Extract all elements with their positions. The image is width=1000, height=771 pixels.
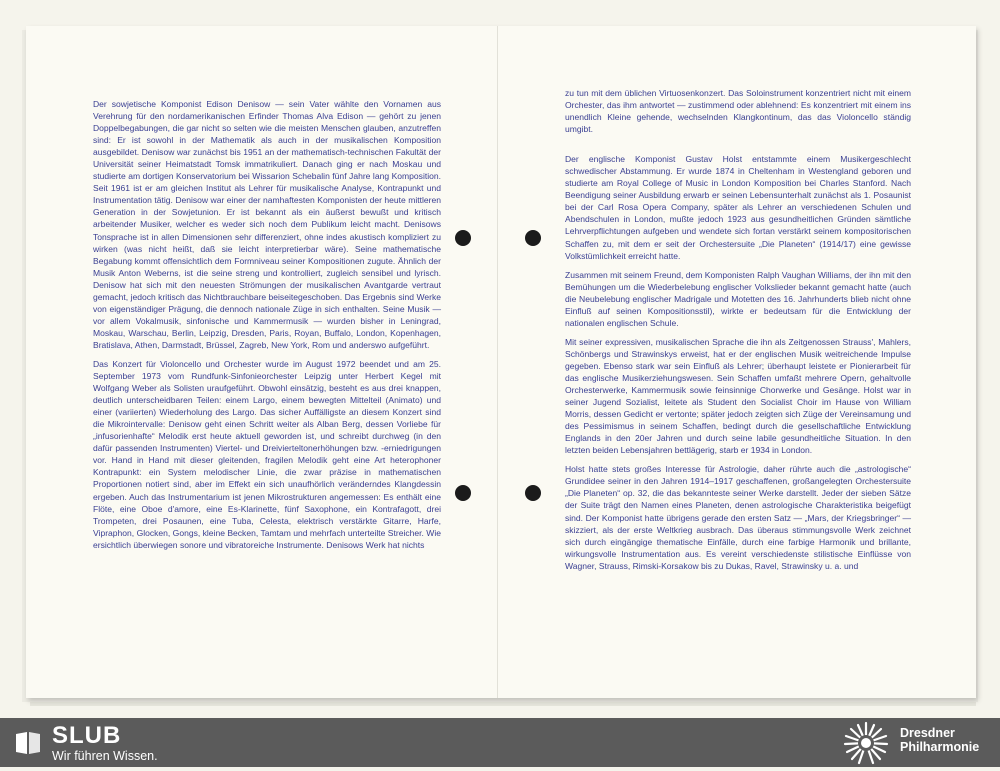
paragraph-planets: Holst hatte stets großes Interesse für Astrologie, daher rührte auch die „astrologische“ Grundidee seiner in den Jahren 1914–1917 geschaffenen, großangelegten Orchestersuite „Die Planeten“ op. 32, die das bekannteste seiner Werke darstellt. Jeder der sieben Sätze der Suite trägt den Namen eines Planeten, denen astrologische Charakteristika beigefügt sind. Der Komponist hatte übrigens gerade den ersten Satz — „Mars, der Kriegsbringer“ — skizziert, als der erste Weltkrieg ausbrach. Das überaus stimmungsvolle Werk zeichnet sich durch eingängige thematische Einfälle, durch eine farbige Harmonik und brillante, wirkungsvolle Instrumentation aus. Es vereint verschiedenste stilistische Einflüsse von Wagner, Strauss, Rimski-Korsakow bis zu Dukas, Ravel, Strawinsky u. a. und: [565, 464, 911, 571]
right-column: [565, 87, 911, 579]
punch-hole: [525, 230, 541, 246]
philharmonie-sun-icon: [840, 720, 892, 771]
punch-hole: [455, 230, 471, 246]
paragraph-holst-bio: Der englische Komponist Gustav Holst entstammte einem Musikergeschlecht schwedischer Abstammung. Er wurde 1874 in Cheltenham in Westengland geboren und studierte am Royal College of Music in London Komposition bei Charles Stanford. Nach Beendigung seiner Ausbildung erwarb er seinen Lebensunterhalt zunächst als 1. Posaunist bei der Carl Rosa Opera Company, später als Lehrer an verschiedenen Schulen und Abendschulen in London, mußte jedoch 1923 aus gesundheitlichen Gründen sämtliche Lehrverpflichtungen aufgeben und wendete sich fortan verstärkt seinem kompositorischen Schaffen zu, mit dem er seit der Orchestersuite „Die Planeten“ (1914/17) eine gewisse Volkstümlichkeit erreicht hatte.: [565, 154, 911, 261]
paragraph-holst-vaughan-williams: Zusammen mit seinem Freund, dem Komponisten Ralph Vaughan Williams, der ihn mit den Bemühungen um die Wiederbelebung englischer Volkslieder bekannt gemacht hatte (auch die Neubelebung englischer Madrigale und Motetten des 16. Jahrhunderts blieb nicht ohne Einfluß auf seinen Kompositionsstil), wirkte er bedeutsam für die Entwicklung der nationalen englischen Schule.: [565, 269, 911, 328]
paragraph-denisow-bio: Der sowjetische Komponist Edison Denisow — sein Vater wählte den Vornamen aus Verehrung für den nordamerikanischen Erfinder Thomas Alva Edison — gehört zu jenen Doppelbegabungen, die gar nicht so selten wie die meisten Menschen glauben, anzutreffen sind: Er ist sowohl in der Mathematik als auch in der musikalischen Komposition ausgebildet. Denisow war zunächst bis 1951 an der mathematisch-technischen Fakultät der Universität seiner Heimatstadt Tomsk immatrikuliert. Danach ging er nach Moskau und studierte am dortigen Konservatorium bei Wissarion Schebalin fünf Jahre lang Komposition. Seit 1961 ist er am gleichen Institut als Lehrer für musikalische Analyse, Kontrapunkt und Instrumentation tätig. Denisow war einer der namhaftesten Komponisten der heute mittleren Generation in der Sowjetunion. Er ist bekannt als ein äußerst bewußt und kritisch arbeitender Musiker, welcher es weder sich noch dem Publikum leicht macht. Denisows Tonsprache ist in allen Dimensionen sehr differenziert, ohne indes akustisch kompliziert zu wirken (was nicht heißt, daß sie leicht interpretierbar wäre). Seine mathematische Begabung kommt offensichtlich dem Formniveau seiner Kompositionen zugute. Ähnlich der Musik Anton Weberns, ist die seine streng und kontrolliert, zugleich sensibel und lyrisch. Denisow hat sich mit den neuesten Strömungen der musikalischen Avantgarde vertraut gemacht, jedoch kritisch das Nichtbrauchbare beiseitegeschoben. Das Ergebnis sind Werke von eigenständiger Prägung, die dennoch nationale Züge in sich enthalten. Seine Musik — vor allem Vokalmusik, sinfonische und Kammermusik — wurden bisher in Leningrad, Moskau, Warschau, Berlin, Leipzig, Dresden, Paris, Royan, Buffalo, London, Kopenhagen, Bratislava, Athen, Darmstadt, Brüssel, Zagreb, New York, Rom und anderswo aufgeführt.: [93, 99, 441, 350]
philharmonie-line1: Dresdner: [900, 726, 955, 740]
slub-tagline: Wir führen Wissen.: [52, 749, 158, 763]
paragraph-cello-concerto: Das Konzert für Violoncello und Orchester wurde im August 1972 beendet und am 25. September 1973 vom Rundfunk-Sinfonieorchester Leipzig unter Herbert Kegel mit Wolfgang Weber als Solisten uraufgeführt. Obwohl einsätzig, besteht es aus drei knappen, deutlich unterscheidbaren Teilen: einem Largo, einem bewegten Mittelteil (Animato) und einer (variierten) Wiederholung des Largo. Das sicher Auffälligste an diesem Konzert sind die Mikrointervalle: Denisow geht einen Schritt weiter als Alban Berg, dessen Vorliebe für „infusorienhafte“ Melodik erst heute aktuell geworden ist, und schreibt durchweg (in den dafür passenden Instrumenten) Viertel- und Dreivierteltonerhöhungen bzw. -erniedrigungen vor. Hand in Hand mit dieser gleitenden, fragilen Melodik geht eine Art heterophoner Kontrapunkt: ein System melodischer Linie, die zwar präzise in mathematischen Proportionen notiert sind, aber im Effekt ein sich unaufhörlich veränderndes Klangdessin ergeben. Auch das Instrumentarium ist jenen Mikrostrukturen angemessen: Es enthält eine Flöte, eine Oboe d'amore, eine Es-Klarinette, fünf Saxophone, ein Kontrafagott, drei Trompeten, drei Posaunen, eine Tuba, Celesta, elektrisch verstärkte Gitarre, Harfe, Vipraphon, Glocken, Gongs, kleine Becken, Tamtam und mehrfach unterteilte Streicher. Wie ersichtlich überwiegen sonore und vibratoreiche Instrumente. Denisows Werk hat nichts: [93, 358, 441, 550]
philharmonie-line2: Philharmonie: [900, 740, 980, 754]
punch-hole: [525, 485, 541, 501]
center-fold: [497, 26, 498, 698]
footer-bar: [0, 718, 1000, 767]
paragraph-concerto-cont: zu tun mit dem üblichen Virtuosenkonzert. Das Soloinstrument konzentriert nicht mit einem Orchester, das ihm antwortet — zustimmend oder ablehnend: Es konzentriert mit einem ins unendlich Kleine gehende, wechselnden Klangkontinum, das das Violoncello ständig umgibt.: [565, 88, 911, 135]
left-column: [93, 98, 441, 558]
punch-hole: [455, 485, 471, 501]
paragraph-holst-influence: Mit seiner expressiven, musikalischen Sprache die ihn als Zeitgenossen Strauss', Mahlers, Schönbergs und Strawinskys erweist, hat er der englischen Musik weitreichende Impulse gegeben. Ebenso stark war sein Einfluß als Lehrer; überhaupt leistete er Pionierarbeit für das englische Musikerziehungswesen. Sein Schaffen umfaßt mehrere Opern, gehaltvolle Orchesterwerke, Kammermusik sowie feinsinnige Chorwerke und Gesänge. Holst war in seiner Jugend Sozialist, leitete als Student den Socialist Choir im Hause von William Morris, dessen Gedicht er vertonte; später jedoch zeigten sich Züge der Vereinsamung und des Pessimismus in seinem Schaffen, bedingt durch die gesellschaftliche Entwicklung Englands in den 20er Jahren und durch seine labile gesundheitliche Situation. In den letzten beiden Lebensjahren bettlägerig, starb er 1934 in London.: [565, 336, 911, 456]
philharmonie-logo-text[interactable]: [900, 726, 979, 754]
slub-logo-text[interactable]: SLUB: [52, 722, 122, 749]
slub-book-icon: [14, 730, 42, 761]
